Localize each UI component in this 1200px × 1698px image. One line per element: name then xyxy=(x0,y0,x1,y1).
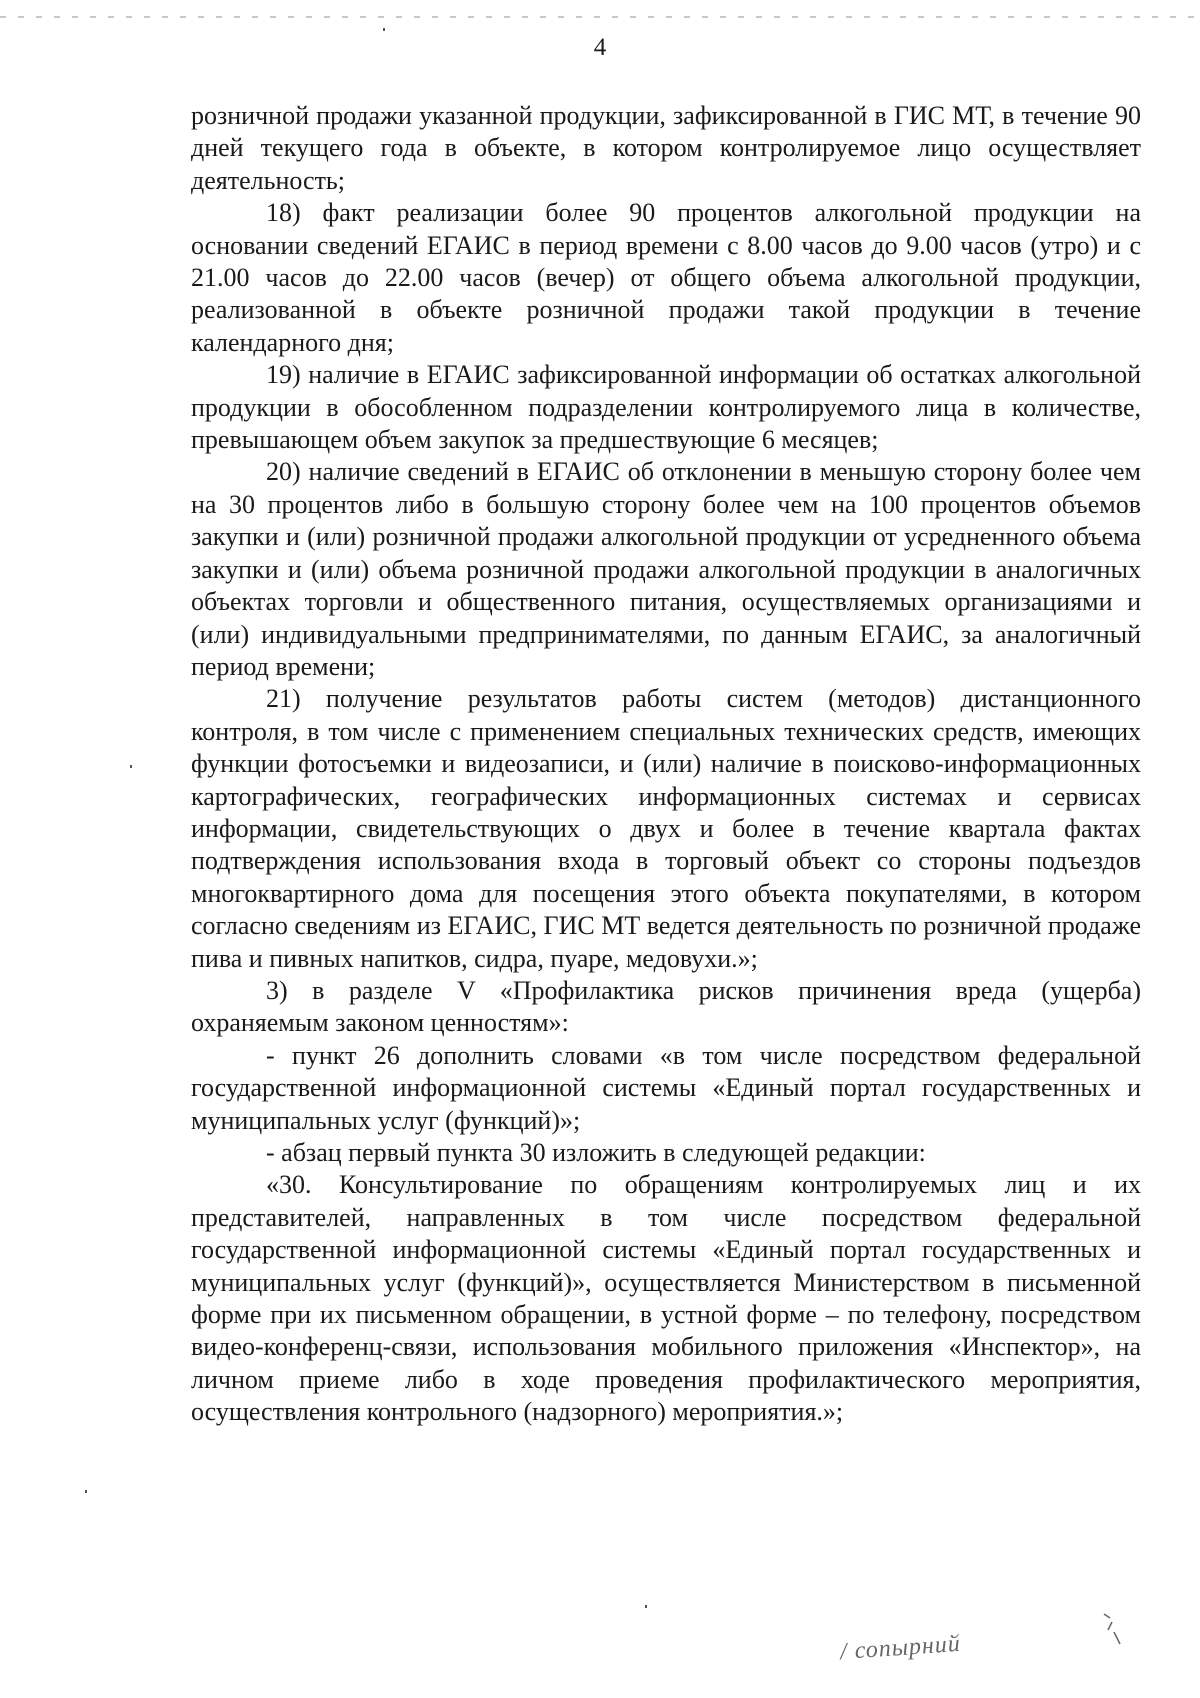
page-number: 4 xyxy=(593,34,607,61)
paragraph-section-v: 3) в разделе V «Профилактика рисков причинения вреда (ущерба) охраняемым законом ценностям»: xyxy=(191,975,1141,1038)
paragraph-point-30-intro: - абзац первый пункта 30 изложить в следующей редакции: xyxy=(266,1138,926,1167)
scan-dot xyxy=(130,765,132,768)
scribble-mark xyxy=(1100,1610,1130,1650)
paragraph-point-26: - пункт 26 дополнить словами «в том числе посредством федеральной государственной информационной системы «Единый портал государственных и муниципальных услуг (функций)»; xyxy=(191,1040,1141,1135)
paragraph-item-20: 20) наличие сведений в ЕГАИС об отклонении в меньшую сторону более чем на 30 процентов либо в большую сторону более чем на 100 процентов объемов закупки и (или) розничной продажи алкогольной продукции от усредненного объема закупки и (или) объема розничной продажи алкогольной продукции в аналогичных объектах торговли и общественного питания, осуществляемых организациями и (или) индивидуальными предпринимателями, по данным ЕГАИС, за аналогичный период времени; xyxy=(191,457,1141,681)
handwritten-stamp: / сопырний xyxy=(839,1630,962,1666)
paragraph-continuation: розничной продажи указанной продукции, зафиксированной в ГИС МТ, в течение 90 дней текущего года в объекте, в котором контролируемое лицо осуществляет деятельность; xyxy=(191,101,1141,195)
scan-dot xyxy=(85,1490,87,1493)
scan-dot xyxy=(645,1605,647,1608)
scan-edge-artifact xyxy=(0,16,1200,18)
scan-dot xyxy=(383,28,385,31)
paragraph-item-19: 19) наличие в ЕГАИС зафиксированной информации об остатках алкогольной продукции в обособленном подразделении контролируемого лица в количестве, превышающем объем закупок за предшествующие 6 месяцев; xyxy=(191,360,1141,455)
document-body xyxy=(191,100,1141,1429)
paragraph-item-21: 21) получение результатов работы систем (методов) дистанционного контроля, в том числе с применением специальных технических средств, имеющих функции фотосъемки и видеозаписи, и (или) наличие в поисково-информационных картографических, географических информационных системах и сервисах информации, свидетельствующих о двух и более в течение квартала фактах подтверждения использования входа в торговый объект со стороны подъездов многоквартирного дома для посещения этого объекта покупателями, в котором согласно сведениям из ЕГАИС, ГИС МТ ведется деятельность по розничной продаже пива и пивных напитков, сидра, пуаре, медовухи.»; xyxy=(191,684,1141,973)
paragraph-point-30-text: «30. Консультирование по обращениям контролируемых лиц и их представителей, направленных в том числе посредством федеральной государственной информационной системы «Единый портал государственных и муниципальных услуг (функций)», осуществляется Министерством в письменной форме при их письменном обращении, в устной форме – по телефону, посредством видео-конференц-связи, использования мобильного приложения «Инспектор», на личном приеме либо в ходе проведения профилактического мероприятия, осуществления контрольного (надзорного) мероприятия.»; xyxy=(191,1170,1141,1427)
paragraph-item-18: 18) факт реализации более 90 процентов алкогольной продукции на основании сведений ЕГАИС в период времени с 8.00 часов до 9.00 часов (утро) и с 21.00 часов до 22.00 часов (вечер) от общего объема алкогольной продукции, реализованной в объекте розничной продажи такой продукции в течение календарного дня; xyxy=(191,198,1141,357)
